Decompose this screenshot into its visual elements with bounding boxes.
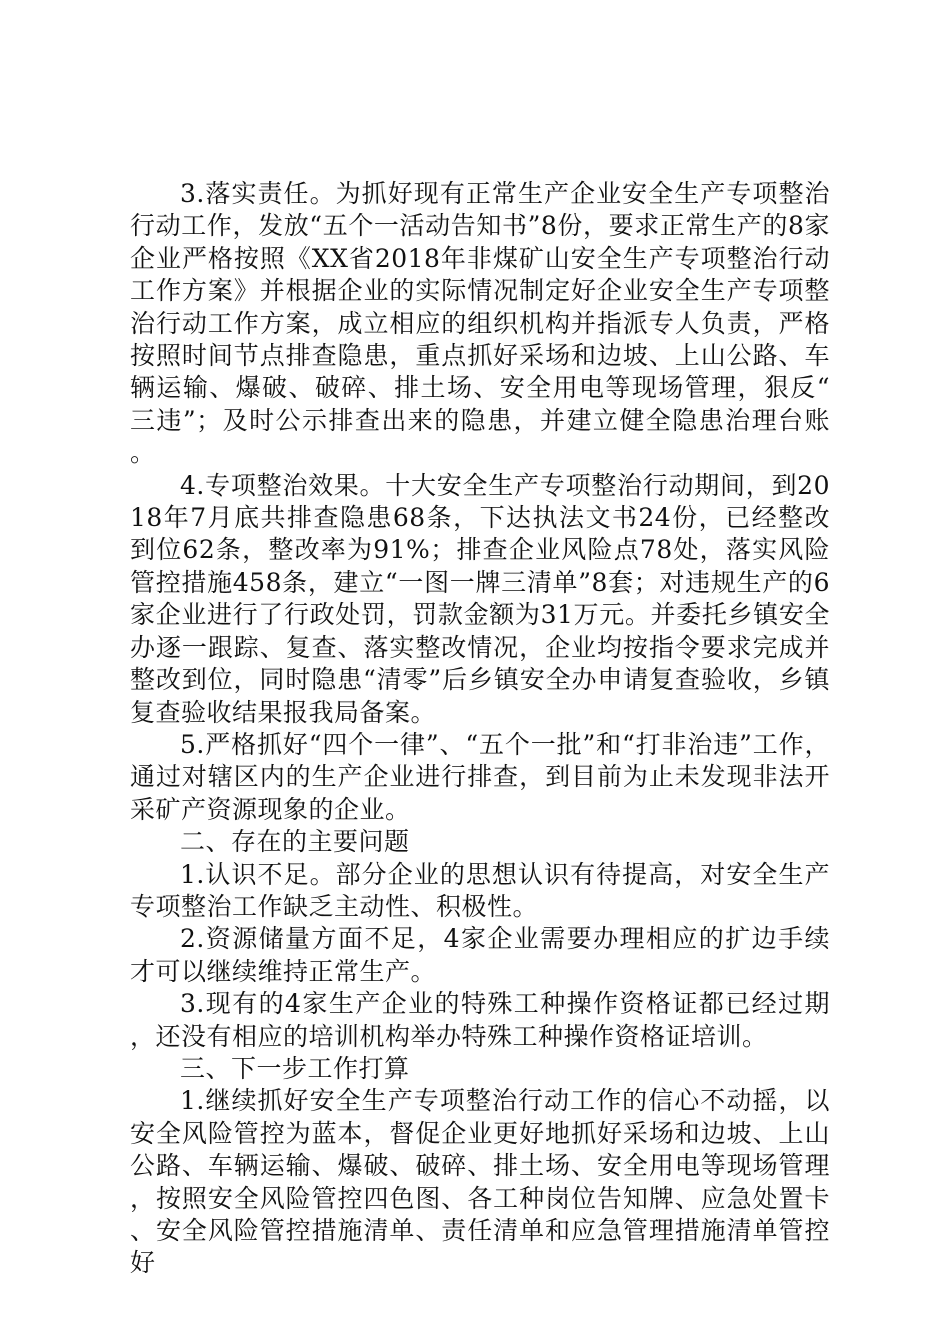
paragraph-responsibility: 3.落实责任。为抓好现有正常生产企业安全生产专项整治行动工作，发放“五个一活动告知书”8份，要求正常生产的8家企业严格按照《XX省2018年非煤矿山安全生产专项整治行动工作方案》并根据企业的实际情况制定好企业安全生产专项整治行动工作方案，成立相应的组织机构并指派专人负责，严格按照时间节点排查隐患，重点抓好采场和边坡、上山公路、车辆运输、爆破、破碎、排土场、安全用电等现场管理，狠反“三违”；及时公示排查出来的隐患，并建立健全隐患治理台账。 bbox=[130, 179, 830, 468]
paragraph-crackdown-work: 5.严格抓好“四个一律”、“五个一批”和“打非治违”工作，通过对辖区内的生产企业进行排查，到目前为止未发现非法开采矿产资源现象的企业。 bbox=[130, 729, 830, 824]
next-step-item-1: 1.继续抓好安全生产专项整治行动工作的信心不动摇，以安全风险管控为蓝本，督促企业更好地抓好采场和边坡、上山公路、车辆运输、爆破、破碎、排土场、安全用电等现场管理，按照安全风险管控四色图、各工种岗位告知牌、应急处置卡、安全风险管控措施清单、责任清单和应急管理措施清单管控好 bbox=[130, 1086, 830, 1278]
paragraph-rectification-results: 4.专项整治效果。十大安全生产专项整治行动期间，到2018年7月底共排查隐患68条，下达执法文书24份，已经整改到位62条，整改率为91%；排查企业风险点78处，落实风险管控措施458条，建立“一图一牌三清单”8套；对违规生产的6家企业进行了行政处罚，罚款金额为31万元。并委托乡镇安全办逐一跟踪、复查、落实整改情况，企业均按指令要求完成并整改到位，同时隐患“清零”后乡镇安全办申请复查验收，乡镇复查验收结果报我局备案。 bbox=[130, 470, 830, 727]
problem-item-certificates: 3.现有的4家生产企业的特殊工种操作资格证都已经过期，还没有相应的培训机构举办特殊工种操作资格证培训。 bbox=[130, 989, 830, 1051]
section-heading-problems: 二、存在的主要问题 bbox=[180, 827, 410, 857]
section-heading-next-steps: 三、下一步工作打算 bbox=[180, 1053, 410, 1083]
document-body bbox=[130, 178, 830, 1280]
problem-item-resources: 2.资源储量方面不足，4家企业需要办理相应的扩边手续才可以继续维持正常生产。 bbox=[130, 924, 830, 986]
problem-item-awareness: 1.认识不足。部分企业的思想认识有待提高，对安全生产专项整治工作缺乏主动性、积极性。 bbox=[130, 859, 830, 921]
